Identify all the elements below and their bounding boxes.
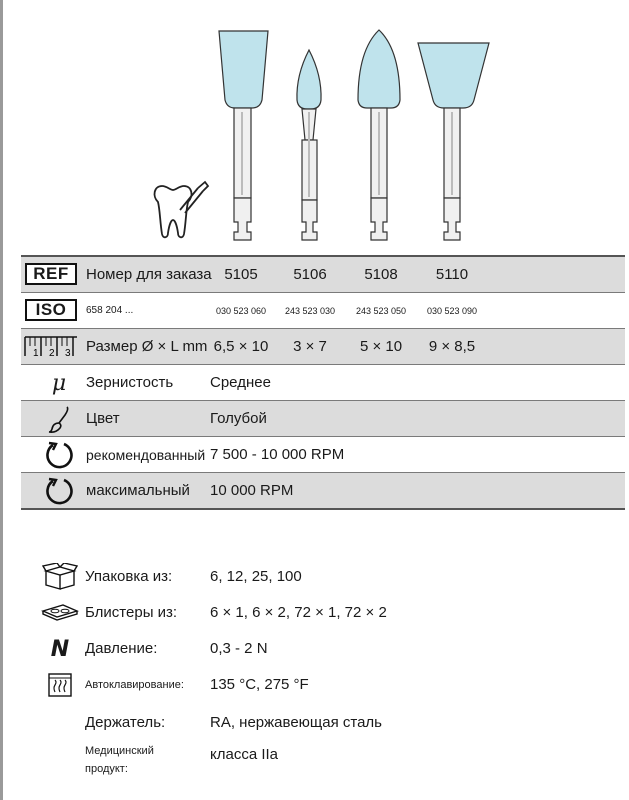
box-icon: [40, 562, 80, 592]
maximum-value: 10 000 RPM: [210, 482, 294, 499]
autoclave-icon: [40, 670, 80, 700]
medical-label: [85, 742, 154, 778]
tool-5105: [219, 31, 268, 240]
autoclave-row: [30, 670, 610, 700]
color-label: Цвет: [86, 410, 120, 427]
ref-value: 5108: [364, 266, 398, 283]
pressure-row: [30, 634, 610, 664]
blister-icon: [40, 598, 80, 628]
grain-label: Зернистость: [86, 374, 174, 391]
blisters-value: 6 × 1, 6 × 2, 72 × 1, 72 × 2: [210, 604, 387, 621]
holder-label: Держатель:: [85, 714, 166, 731]
ref-label: Номер для заказа: [86, 266, 212, 283]
pressure-value: 0,3 - 2 N: [210, 640, 268, 657]
recommended-value: 7 500 - 10 000 RPM: [210, 446, 345, 463]
recommended-speed-row: [21, 437, 625, 473]
packaging-value: 6, 12, 25, 100: [210, 568, 302, 585]
rotation-svg: [44, 440, 74, 470]
ref-badge: REF: [25, 263, 77, 285]
iso-value: 030 523 090: [426, 305, 478, 316]
color-row: [21, 401, 625, 437]
spec-table: [21, 255, 625, 510]
size-row: [21, 329, 625, 365]
brush-svg: [47, 405, 71, 433]
box-svg: [42, 563, 78, 591]
rotation-svg: [44, 476, 74, 506]
maximum-label: максимальный: [86, 482, 190, 499]
holder-row: [30, 708, 610, 738]
medical-label-line2: продукт:: [85, 763, 128, 775]
ref-value: 5106: [293, 266, 327, 283]
grain-row: [21, 365, 625, 401]
autoclave-value: 135 °C, 275 °F: [210, 676, 309, 693]
blister-svg: [41, 603, 79, 623]
mu-icon: [43, 367, 75, 399]
newton-symbol: N: [50, 636, 70, 662]
packaging-label: Упаковка из:: [85, 568, 173, 585]
recommended-label: рекомендованный: [86, 446, 206, 463]
medical-value: класса IIa: [210, 746, 279, 763]
ruler-digit: 2: [49, 348, 55, 359]
maximum-speed-row: [21, 473, 625, 510]
tool-5110: [418, 43, 489, 240]
autoclave-svg: [47, 672, 73, 698]
tooth-handpiece-icon: [155, 182, 208, 237]
brush-icon: [43, 403, 75, 435]
packaging-row: [30, 562, 610, 592]
blisters-row: [30, 598, 610, 628]
iso-label: 658 204 ...: [86, 305, 134, 316]
size-value: 9 × 8,5: [428, 338, 476, 355]
iso-value: 243 523 030: [284, 305, 336, 316]
grain-value: Среднее: [210, 374, 271, 391]
medical-label-line1: Медицинский: [85, 745, 154, 757]
size-label: Размер Ø × L mm: [86, 338, 208, 355]
size-value: 3 × 7: [293, 338, 327, 355]
holder-value: RA, нержавеющая сталь: [210, 714, 382, 731]
ruler-digit: 3: [65, 348, 71, 359]
rotation-icon: [43, 475, 75, 507]
ruler-icon: [23, 334, 79, 360]
ruler-digit: 1: [33, 348, 39, 359]
color-value: Голубой: [210, 410, 267, 427]
autoclave-label: Автоклавирование:: [85, 679, 184, 691]
blisters-label: Блистеры из:: [85, 604, 178, 621]
size-value: 5 × 10: [359, 338, 403, 355]
tool-illustrations: [0, 0, 629, 250]
iso-value: 243 523 050: [355, 305, 407, 316]
mu-symbol: μ: [51, 370, 67, 396]
ref-value: 5110: [435, 266, 469, 283]
tool-5108: [358, 30, 400, 240]
iso-row: [21, 293, 625, 329]
medical-row: [30, 744, 610, 784]
rotation-icon: [43, 439, 75, 471]
size-value: 6,5 × 10: [213, 338, 269, 355]
ref-row: [21, 255, 625, 293]
pressure-label: Давление:: [85, 640, 158, 657]
ref-value: 5105: [224, 266, 258, 283]
iso-badge: ISO: [25, 299, 77, 321]
tools-svg: [0, 0, 629, 250]
newton-icon: [40, 634, 80, 664]
iso-value: 030 523 060: [215, 305, 267, 316]
tool-5106: [297, 50, 321, 240]
